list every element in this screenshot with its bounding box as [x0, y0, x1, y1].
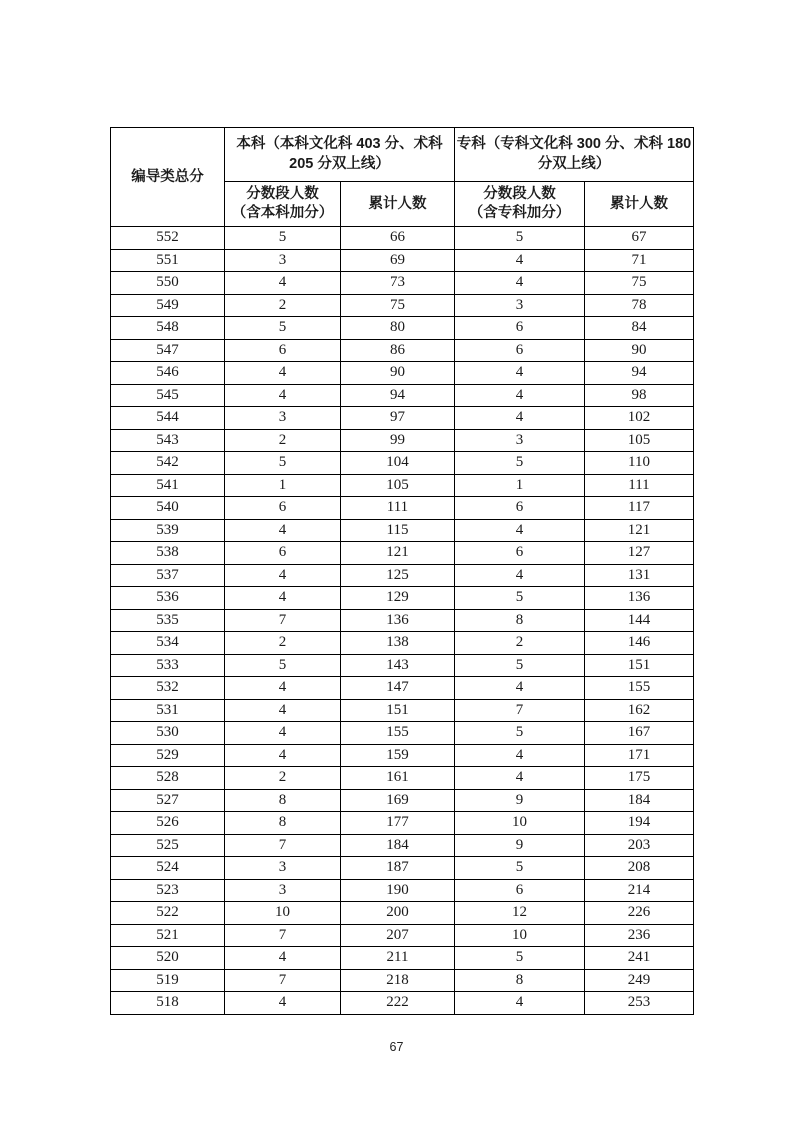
header-college-segment-count-line1: 分数段人数	[483, 186, 556, 203]
cell-value: 7	[225, 834, 341, 857]
cell-value: 10	[455, 812, 585, 835]
cell-value: 4	[225, 587, 341, 610]
cell-value: 4	[225, 272, 341, 295]
cell-total-score: 523	[111, 879, 225, 902]
cell-value: 97	[341, 407, 455, 430]
cell-value: 136	[341, 609, 455, 632]
table-header	[111, 128, 694, 227]
cell-value: 4	[225, 722, 341, 745]
cell-value: 155	[585, 677, 694, 700]
cell-value: 3	[225, 879, 341, 902]
cell-value: 194	[585, 812, 694, 835]
table-row	[111, 497, 694, 520]
cell-value: 136	[585, 587, 694, 610]
cell-value: 241	[585, 947, 694, 970]
cell-value: 7	[225, 924, 341, 947]
table-row	[111, 249, 694, 272]
table-row	[111, 722, 694, 745]
cell-value: 4	[225, 362, 341, 385]
cell-value: 5	[225, 654, 341, 677]
table-row	[111, 969, 694, 992]
cell-value: 90	[585, 339, 694, 362]
cell-total-score: 525	[111, 834, 225, 857]
cell-total-score: 545	[111, 384, 225, 407]
cell-value: 104	[341, 452, 455, 475]
cell-value: 6	[455, 542, 585, 565]
cell-value: 211	[341, 947, 455, 970]
header-college-segment-count-line2: （含专科加分）	[468, 205, 571, 221]
cell-total-score: 526	[111, 812, 225, 835]
cell-total-score: 527	[111, 789, 225, 812]
table-row	[111, 902, 694, 925]
table-row	[111, 317, 694, 340]
cell-value: 7	[225, 609, 341, 632]
cell-total-score: 535	[111, 609, 225, 632]
cell-total-score: 549	[111, 294, 225, 317]
cell-value: 4	[225, 677, 341, 700]
cell-total-score: 539	[111, 519, 225, 542]
cell-value: 5	[225, 317, 341, 340]
cell-total-score: 522	[111, 902, 225, 925]
cell-value: 161	[341, 767, 455, 790]
table-row	[111, 339, 694, 362]
cell-value: 171	[585, 744, 694, 767]
cell-value: 169	[341, 789, 455, 812]
cell-value: 6	[455, 879, 585, 902]
cell-total-score: 537	[111, 564, 225, 587]
cell-value: 4	[455, 992, 585, 1015]
cell-value: 6	[455, 497, 585, 520]
cell-total-score: 519	[111, 969, 225, 992]
cell-value: 5	[225, 227, 341, 250]
cell-value: 4	[455, 272, 585, 295]
cell-value: 4	[225, 947, 341, 970]
cell-value: 86	[341, 339, 455, 362]
cell-value: 12	[455, 902, 585, 925]
cell-value: 98	[585, 384, 694, 407]
cell-value: 175	[585, 767, 694, 790]
table-row	[111, 407, 694, 430]
header-undergrad-cumulative-count-line1: 累计人数	[368, 195, 427, 212]
cell-value: 4	[225, 699, 341, 722]
cell-value: 71	[585, 249, 694, 272]
cell-value: 222	[341, 992, 455, 1015]
cell-value: 138	[341, 632, 455, 655]
header-undergrad-segment-count-line1: 分数段人数	[246, 186, 319, 203]
cell-total-score: 528	[111, 767, 225, 790]
table-row	[111, 452, 694, 475]
cell-value: 7	[225, 969, 341, 992]
header-college-cumulative-count	[585, 182, 694, 227]
table-row	[111, 857, 694, 880]
cell-value: 3	[455, 294, 585, 317]
cell-value: 6	[225, 339, 341, 362]
cell-value: 99	[341, 429, 455, 452]
cell-value: 3	[455, 429, 585, 452]
cell-value: 5	[455, 227, 585, 250]
header-group-junior-college: 专科（专科文化科 300 分、术科 180 分双上线）	[455, 128, 694, 182]
cell-total-score: 536	[111, 587, 225, 610]
cell-value: 208	[585, 857, 694, 880]
cell-value: 90	[341, 362, 455, 385]
cell-value: 111	[585, 474, 694, 497]
cell-value: 1	[455, 474, 585, 497]
cell-value: 218	[341, 969, 455, 992]
cell-value: 146	[585, 632, 694, 655]
header-college-cumulative-count-line1: 累计人数	[610, 195, 668, 212]
cell-value: 129	[341, 587, 455, 610]
table-row	[111, 947, 694, 970]
cell-value: 4	[455, 519, 585, 542]
cell-total-score: 544	[111, 407, 225, 430]
table-row	[111, 519, 694, 542]
cell-value: 143	[341, 654, 455, 677]
table-row	[111, 789, 694, 812]
cell-total-score: 547	[111, 339, 225, 362]
header-group-undergraduate: 本科（本科文化科 403 分、术科 205 分双上线）	[225, 128, 455, 182]
cell-value: 4	[455, 249, 585, 272]
cell-value: 4	[455, 384, 585, 407]
cell-value: 187	[341, 857, 455, 880]
cell-total-score: 531	[111, 699, 225, 722]
cell-value: 73	[341, 272, 455, 295]
cell-value: 131	[585, 564, 694, 587]
table-row	[111, 542, 694, 565]
cell-value: 105	[341, 474, 455, 497]
cell-value: 4	[225, 519, 341, 542]
page-number: 67	[389, 1040, 404, 1054]
cell-value: 151	[341, 699, 455, 722]
cell-value: 3	[225, 249, 341, 272]
table-body	[111, 227, 694, 1015]
cell-value: 111	[341, 497, 455, 520]
table-row	[111, 677, 694, 700]
cell-value: 207	[341, 924, 455, 947]
table-row	[111, 474, 694, 497]
cell-total-score: 552	[111, 227, 225, 250]
cell-value: 4	[455, 564, 585, 587]
cell-value: 84	[585, 317, 694, 340]
cell-value: 3	[225, 407, 341, 430]
cell-value: 121	[341, 542, 455, 565]
table-row	[111, 272, 694, 295]
cell-value: 115	[341, 519, 455, 542]
header-college-segment-count	[455, 182, 585, 227]
cell-value: 6	[225, 497, 341, 520]
cell-total-score: 551	[111, 249, 225, 272]
cell-value: 80	[341, 317, 455, 340]
cell-value: 190	[341, 879, 455, 902]
cell-value: 4	[455, 677, 585, 700]
cell-value: 2	[225, 429, 341, 452]
cell-value: 2	[455, 632, 585, 655]
cell-value: 5	[455, 857, 585, 880]
cell-value: 226	[585, 902, 694, 925]
cell-value: 10	[225, 902, 341, 925]
cell-total-score: 518	[111, 992, 225, 1015]
cell-value: 2	[225, 294, 341, 317]
cell-value: 4	[455, 362, 585, 385]
score-distribution-table-container	[110, 127, 693, 1015]
cell-value: 8	[455, 609, 585, 632]
table-row	[111, 564, 694, 587]
header-total-score: 编导类总分	[111, 128, 225, 227]
cell-value: 249	[585, 969, 694, 992]
cell-value: 67	[585, 227, 694, 250]
cell-value: 184	[585, 789, 694, 812]
score-distribution-table	[110, 127, 694, 1015]
cell-value: 4	[225, 992, 341, 1015]
header-undergrad-cumulative-count	[341, 182, 455, 227]
table-row	[111, 812, 694, 835]
cell-value: 236	[585, 924, 694, 947]
cell-value: 6	[225, 542, 341, 565]
cell-value: 69	[341, 249, 455, 272]
cell-value: 162	[585, 699, 694, 722]
cell-total-score: 540	[111, 497, 225, 520]
cell-value: 4	[455, 767, 585, 790]
table-row	[111, 227, 694, 250]
cell-value: 147	[341, 677, 455, 700]
cell-value: 110	[585, 452, 694, 475]
cell-value: 9	[455, 789, 585, 812]
table-row	[111, 879, 694, 902]
table-row	[111, 587, 694, 610]
cell-total-score: 541	[111, 474, 225, 497]
cell-value: 5	[455, 722, 585, 745]
table-row	[111, 384, 694, 407]
table-row	[111, 924, 694, 947]
cell-value: 117	[585, 497, 694, 520]
cell-value: 9	[455, 834, 585, 857]
cell-value: 125	[341, 564, 455, 587]
cell-total-score: 521	[111, 924, 225, 947]
cell-value: 10	[455, 924, 585, 947]
cell-total-score: 538	[111, 542, 225, 565]
cell-value: 102	[585, 407, 694, 430]
cell-value: 8	[455, 969, 585, 992]
table-row	[111, 362, 694, 385]
cell-value: 214	[585, 879, 694, 902]
cell-value: 66	[341, 227, 455, 250]
cell-value: 1	[225, 474, 341, 497]
table-row	[111, 699, 694, 722]
cell-value: 127	[585, 542, 694, 565]
table-row	[111, 767, 694, 790]
cell-value: 4	[225, 384, 341, 407]
table-row	[111, 429, 694, 452]
cell-total-score: 542	[111, 452, 225, 475]
cell-value: 94	[585, 362, 694, 385]
cell-value: 4	[225, 564, 341, 587]
cell-total-score: 534	[111, 632, 225, 655]
cell-value: 5	[225, 452, 341, 475]
cell-value: 6	[455, 317, 585, 340]
cell-value: 144	[585, 609, 694, 632]
cell-total-score: 533	[111, 654, 225, 677]
table-row	[111, 294, 694, 317]
table-row	[111, 744, 694, 767]
cell-total-score: 524	[111, 857, 225, 880]
table-row	[111, 609, 694, 632]
cell-total-score: 529	[111, 744, 225, 767]
cell-value: 8	[225, 812, 341, 835]
cell-total-score: 548	[111, 317, 225, 340]
cell-total-score: 530	[111, 722, 225, 745]
cell-value: 3	[225, 857, 341, 880]
cell-value: 184	[341, 834, 455, 857]
cell-total-score: 543	[111, 429, 225, 452]
cell-total-score: 546	[111, 362, 225, 385]
table-row	[111, 632, 694, 655]
cell-value: 159	[341, 744, 455, 767]
cell-value: 4	[455, 407, 585, 430]
table-row	[111, 992, 694, 1015]
cell-value: 75	[341, 294, 455, 317]
cell-value: 121	[585, 519, 694, 542]
cell-value: 167	[585, 722, 694, 745]
cell-value: 5	[455, 452, 585, 475]
table-row	[111, 654, 694, 677]
cell-value: 177	[341, 812, 455, 835]
cell-value: 2	[225, 767, 341, 790]
cell-total-score: 520	[111, 947, 225, 970]
cell-value: 151	[585, 654, 694, 677]
cell-value: 5	[455, 947, 585, 970]
cell-total-score: 532	[111, 677, 225, 700]
cell-value: 4	[225, 744, 341, 767]
cell-value: 253	[585, 992, 694, 1015]
cell-total-score: 550	[111, 272, 225, 295]
cell-value: 203	[585, 834, 694, 857]
cell-value: 8	[225, 789, 341, 812]
cell-value: 5	[455, 587, 585, 610]
cell-value: 5	[455, 654, 585, 677]
table-row	[111, 834, 694, 857]
cell-value: 155	[341, 722, 455, 745]
cell-value: 200	[341, 902, 455, 925]
cell-value: 78	[585, 294, 694, 317]
cell-value: 75	[585, 272, 694, 295]
header-undergrad-segment-count-line2: （含本科加分）	[231, 205, 334, 221]
table-header-row-groups	[111, 128, 694, 182]
cell-value: 2	[225, 632, 341, 655]
cell-value: 6	[455, 339, 585, 362]
header-undergrad-segment-count	[225, 182, 341, 227]
cell-value: 94	[341, 384, 455, 407]
cell-value: 4	[455, 744, 585, 767]
cell-value: 105	[585, 429, 694, 452]
cell-value: 7	[455, 699, 585, 722]
